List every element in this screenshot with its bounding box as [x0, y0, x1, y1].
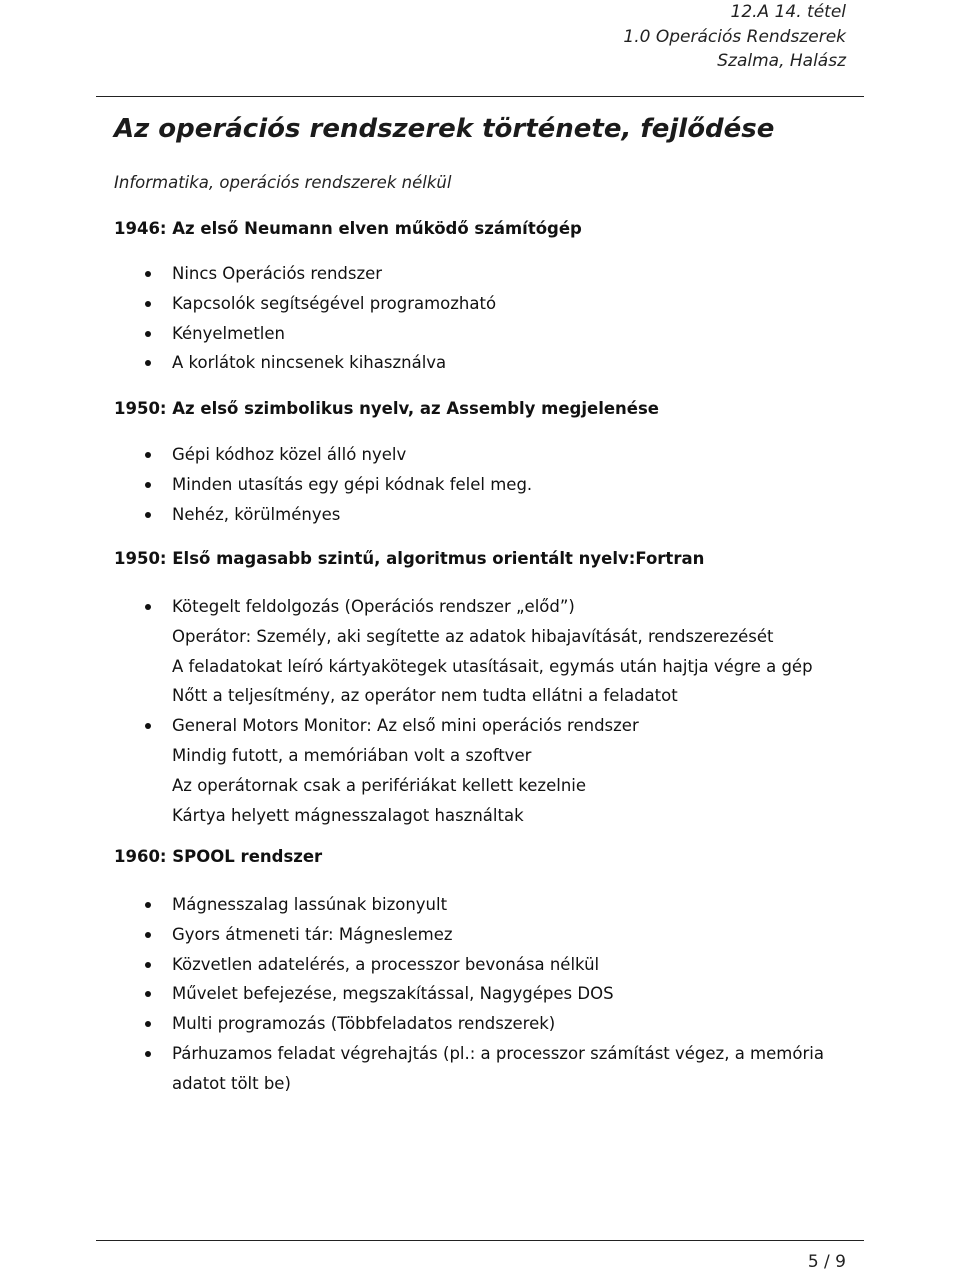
- document-subtitle: Informatika, operációs rendszerek nélkül: [114, 173, 452, 192]
- bullet-icon: [145, 331, 151, 337]
- list-item: Kapcsolók segítségével programozható: [114, 289, 854, 319]
- header-line-1: 12.A 14. tétel: [730, 2, 846, 22]
- bullet-icon: [145, 360, 151, 366]
- list-item: Mindig futott, a memóriában volt a szoftver: [172, 745, 532, 765]
- list-item: Nőtt a teljesítmény, az operátor nem tudta ellátni a feladatot: [172, 686, 678, 706]
- list-item: Minden utasítás egy gépi kódnak felel meg.: [114, 470, 854, 500]
- list-item: Párhuzamos feladat végrehajtás (pl.: a processzor számítást végez, a memória adatot tölt be): [114, 1039, 854, 1099]
- bullet-icon: [145, 512, 151, 518]
- list-item: Kötegelt feldolgozás (Operációs rendszer „előd”): [114, 592, 854, 622]
- list-item: Közvetlen adatelérés, a processzor bevonása nélkül: [114, 950, 854, 980]
- list-item: Gépi kódhoz közel álló nyelv: [114, 440, 854, 470]
- section-heading-1950-assembly: 1950: Az első szimbolikus nyelv, az Assembly megjelenése: [114, 399, 659, 418]
- bullet-icon: [145, 482, 151, 488]
- document-title: Az operációs rendszerek története, fejlődése: [114, 114, 775, 144]
- list-item: Művelet befejezése, megszakítással, Nagygépes DOS: [114, 979, 854, 1009]
- bullet-icon: [145, 452, 151, 458]
- list-item: A korlátok nincsenek kihasználva: [114, 348, 854, 378]
- section-heading-1950-fortran: 1950: Első magasabb szintű, algoritmus orientált nyelv:Fortran: [114, 549, 705, 568]
- header-line-2: 1.0 Operációs Rendszerek: [623, 26, 846, 47]
- page-header: [623, 0, 846, 74]
- bullet-list-1960: [114, 890, 854, 1099]
- list-item: Kártya helyett mágnesszalagot használtak: [172, 805, 524, 825]
- bullet-icon: [145, 991, 151, 997]
- bullet-icon: [145, 1051, 151, 1057]
- list-item: Gyors átmeneti tár: Mágneslemez: [114, 920, 854, 950]
- bullet-list-1946: [114, 259, 854, 378]
- list-item: Mágnesszalag lassúnak bizonyult: [114, 890, 854, 920]
- bullet-list-1950-fortran: [114, 592, 854, 830]
- bullet-icon: [145, 1021, 151, 1027]
- section-heading-1960: 1960: SPOOL rendszer: [114, 847, 323, 866]
- bullet-icon: [145, 301, 151, 307]
- bullet-icon: [145, 932, 151, 938]
- bullet-icon: [145, 962, 151, 968]
- bullet-icon: [145, 902, 151, 908]
- section-heading-1946: 1946: Az első Neumann elven működő számítógép: [114, 219, 582, 238]
- bullet-icon: [145, 604, 151, 610]
- page-number: 5 / 9: [807, 1252, 846, 1272]
- footer-divider: [96, 1240, 864, 1241]
- bullet-icon: [145, 723, 151, 729]
- bullet-list-1950-assembly: [114, 440, 854, 529]
- list-item: Kényelmetlen: [114, 319, 854, 349]
- list-item: General Motors Monitor: Az első mini operációs rendszer: [114, 711, 854, 741]
- list-item: Az operátornak csak a perifériákat kellett kezelnie: [172, 775, 587, 795]
- list-item: Nincs Operációs rendszer: [114, 259, 854, 289]
- list-item: Multi programozás (Többfeladatos rendszerek): [114, 1009, 854, 1039]
- header-line-3: Szalma, Halász: [717, 51, 846, 71]
- list-item: A feladatokat leíró kártyakötegek utasításait, egymás után hajtja végre a gép: [172, 656, 813, 676]
- list-item: Operátor: Személy, aki segítette az adatok hibajavítását, rendszerezését: [172, 626, 774, 646]
- bullet-icon: [145, 271, 151, 277]
- list-item: Nehéz, körülményes: [114, 500, 854, 530]
- header-divider: [96, 96, 864, 97]
